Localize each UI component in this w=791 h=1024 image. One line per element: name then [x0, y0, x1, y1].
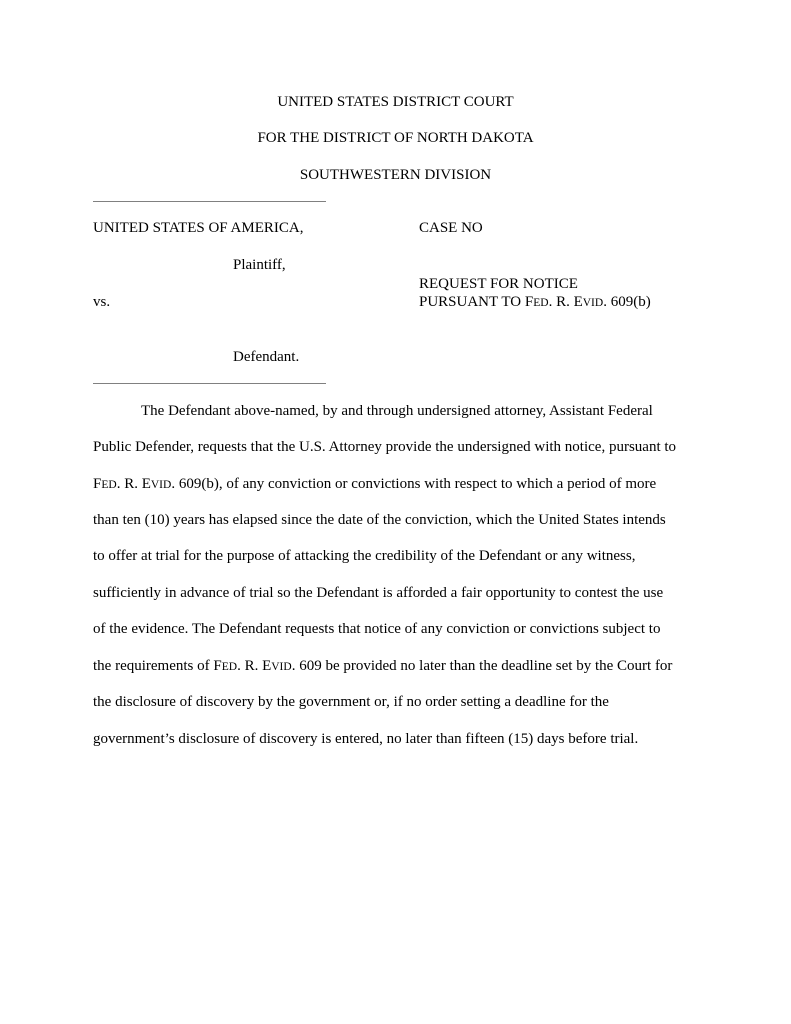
- citation-fed: FED. R. EVID.: [93, 476, 176, 492]
- versus-label: vs.: [93, 294, 111, 310]
- citation-fed: FED. R. EVID.: [213, 658, 296, 674]
- document-title-line1: REQUEST FOR NOTICE: [419, 276, 578, 292]
- district-name: FOR THE DISTRICT OF NORTH DAKOTA: [257, 130, 534, 146]
- document-title-line2: PURSUANT TO FED. R. EVID. 609(b): [419, 294, 651, 310]
- body-line: the requirements of FED. R. EVID. 609 be provided no later than the deadline set by the Court for: [93, 658, 673, 674]
- citation-fed: FED. R. EVID.: [524, 294, 607, 310]
- division-name: SOUTHWESTERN DIVISION: [299, 167, 492, 183]
- body-line: government’s disclosure of discovery is entered, no later than fifteen (15) days before trial.: [93, 731, 639, 747]
- court-name: UNITED STATES DISTRICT COURT: [277, 94, 514, 110]
- body-line: the disclosure of discovery by the government or, if no order setting a deadline for the: [93, 694, 609, 710]
- defendant-role: Defendant.: [233, 349, 300, 365]
- caption-bottom-rule: [93, 383, 326, 384]
- plaintiff-name: UNITED STATES OF AMERICA,: [93, 220, 304, 236]
- case-number-label: CASE NO: [419, 220, 483, 236]
- body-line: than ten (10) years has elapsed since the date of the conviction, which the United States intends: [93, 512, 666, 528]
- body-line: of the evidence. The Defendant requests that notice of any conviction or convictions subject to: [93, 621, 661, 637]
- plaintiff-role: Plaintiff,: [233, 257, 286, 273]
- body-line: sufficiently in advance of trial so the Defendant is afforded a fair opportunity to contest the use: [93, 585, 664, 601]
- body-line: Public Defender, requests that the U.S. Attorney provide the undersigned with notice, pursuant to: [93, 439, 677, 455]
- caption-top-rule: [93, 201, 326, 202]
- body-line: FED. R. EVID. 609(b), of any conviction or convictions with respect to which a period of more: [93, 476, 657, 492]
- body-line: to offer at trial for the purpose of attacking the credibility of the Defendant or any witness,: [93, 548, 636, 564]
- body-line: The Defendant above-named, by and through undersigned attorney, Assistant Federal: [141, 403, 653, 419]
